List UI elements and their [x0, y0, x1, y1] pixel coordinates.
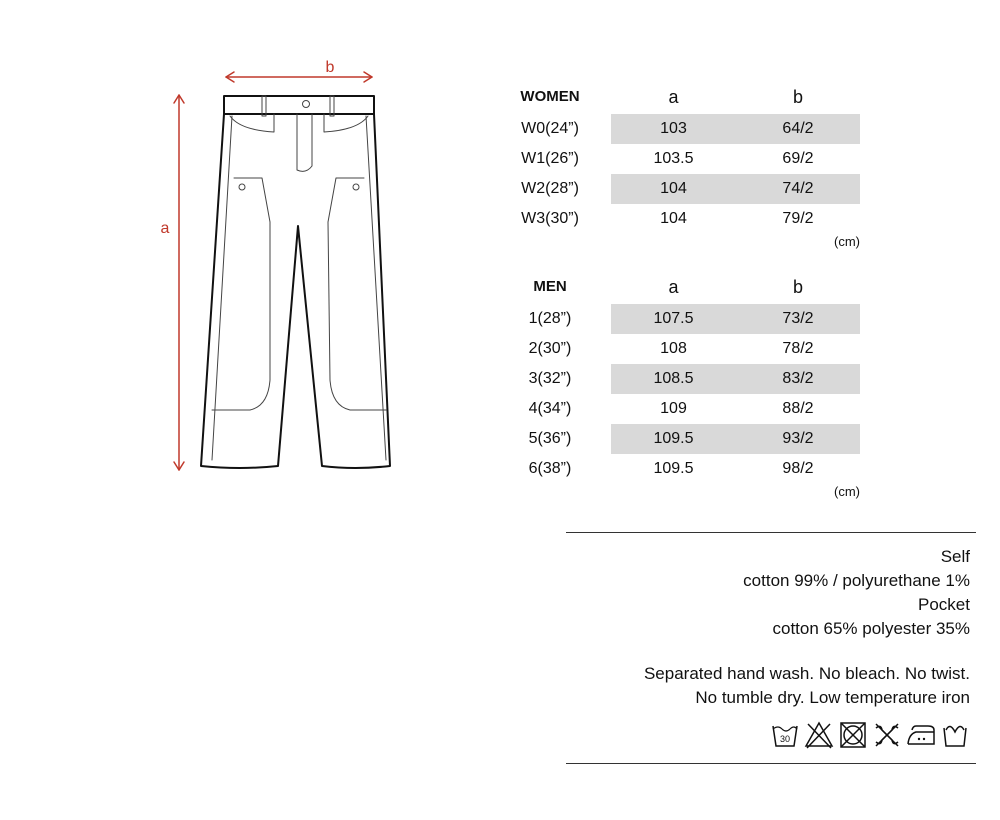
no-bleach-icon	[804, 720, 834, 750]
size-cell: W3(30”)	[521, 210, 579, 227]
b-cell: 73/2	[782, 310, 814, 327]
size-cell: 5(36”)	[528, 430, 572, 447]
dimension-a	[174, 95, 184, 470]
size-cell: W2(28”)	[521, 180, 579, 197]
a-cell: 104	[660, 180, 687, 197]
a-cell: 108	[660, 340, 687, 357]
a-cell: 104	[660, 210, 687, 227]
size-cell: 3(32”)	[528, 370, 572, 387]
dimension-b	[226, 72, 372, 82]
men-unit-label: (cm)	[834, 484, 860, 499]
b-cell: 74/2	[782, 180, 814, 197]
size-cell: 4(34”)	[528, 400, 572, 417]
b-cell: 93/2	[782, 430, 814, 447]
table-row	[500, 304, 880, 334]
table-row	[500, 424, 880, 454]
a-cell: 109.5	[653, 430, 694, 447]
a-cell: 107.5	[653, 310, 694, 327]
self-label: Self	[940, 547, 970, 566]
table-row	[500, 204, 880, 234]
no-wring-icon	[872, 720, 902, 750]
wash-temp-label: 30	[779, 734, 791, 744]
women-title: WOMEN	[520, 88, 580, 105]
table-row	[500, 144, 880, 174]
a-cell: 103	[660, 120, 687, 137]
pocket-label: Pocket	[918, 595, 970, 614]
dimension-a-label: a	[160, 220, 170, 237]
size-cell: 2(30”)	[528, 340, 572, 357]
b-cell: 64/2	[782, 120, 814, 137]
low-iron-icon	[906, 720, 936, 750]
men-col-b-header: b	[792, 277, 803, 297]
size-cell: W1(26”)	[521, 150, 579, 167]
a-cell: 108.5	[653, 370, 694, 387]
care-icons	[770, 720, 970, 750]
pants-outline	[201, 96, 390, 468]
men-title: MEN	[533, 278, 567, 295]
materials-block	[743, 545, 970, 641]
divider-bottom	[566, 763, 976, 764]
women-col-a-header: a	[668, 87, 679, 107]
table-row	[500, 454, 880, 484]
size-cell: 6(38”)	[528, 460, 572, 477]
a-cell: 109	[660, 400, 687, 417]
table-row	[500, 334, 880, 364]
b-cell: 78/2	[782, 340, 814, 357]
pocket-composition: cotton 65% polyester 35%	[772, 619, 970, 638]
care-instructions	[644, 662, 970, 710]
wash-30-icon	[770, 720, 800, 750]
table-row	[500, 174, 880, 204]
care-line-2: No tumble dry. Low temperature iron	[695, 688, 970, 707]
no-tumble-dry-icon	[838, 720, 868, 750]
women-size-table	[500, 82, 880, 249]
divider-top	[566, 532, 976, 533]
men-size-table	[500, 272, 880, 499]
size-cell: W0(24”)	[521, 120, 579, 137]
self-composition: cotton 99% / polyurethane 1%	[743, 571, 970, 590]
b-cell: 79/2	[782, 210, 814, 227]
b-cell: 83/2	[782, 370, 814, 387]
b-cell: 88/2	[782, 400, 814, 417]
women-header-row	[500, 82, 880, 114]
table-row	[500, 364, 880, 394]
women-unit-label: (cm)	[834, 234, 860, 249]
table-row	[500, 114, 880, 144]
size-cell: 1(28”)	[528, 310, 572, 327]
care-line-1: Separated hand wash. No bleach. No twist.	[643, 664, 970, 683]
a-cell: 109.5	[653, 460, 694, 477]
b-cell: 69/2	[782, 150, 814, 167]
hand-wash-icon	[940, 720, 970, 750]
pants-diagram	[150, 50, 410, 490]
table-row	[500, 394, 880, 424]
a-cell: 103.5	[653, 150, 694, 167]
dimension-b-label: b	[325, 59, 335, 76]
b-cell: 98/2	[782, 460, 814, 477]
women-col-b-header: b	[792, 87, 803, 107]
men-header-row	[500, 272, 880, 304]
men-col-a-header: a	[668, 277, 679, 297]
